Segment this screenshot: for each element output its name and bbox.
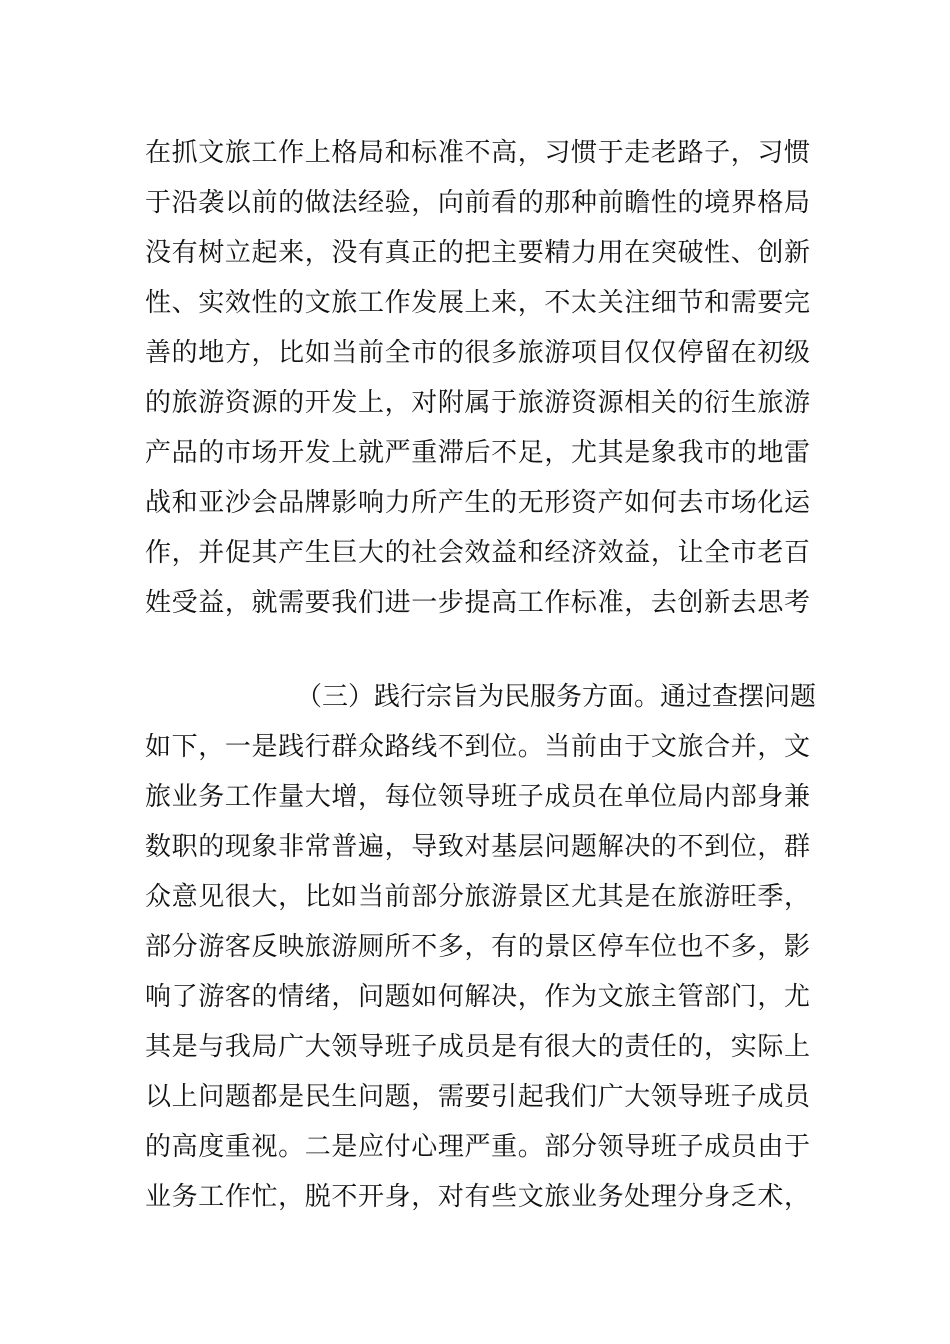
text-line: 善的地方，比如当前全市的很多旅游项目仅仅停留在初级 — [145, 338, 810, 368]
text-line: 数职的现象非常普遍，导致对基层问题解决的不到位，群 — [145, 832, 810, 862]
text-line: 响了游客的情绪，问题如何解决，作为文旅主管部门，尤 — [145, 982, 810, 1012]
text-line: 其是与我局广大领导班子成员是有很大的责任的，实际上 — [145, 1032, 810, 1062]
text-line: 旅业务工作量大增，每位领导班子成员在单位局内部身兼 — [145, 782, 810, 812]
text-line: 如下，一是践行群众路线不到位。当前由于文旅合并，文 — [145, 732, 810, 762]
text-line: 没有树立起来，没有真正的把主要精力用在突破性、创新 — [145, 238, 810, 268]
text-line: 战和亚沙会品牌影响力所产生的无形资产如何去市场化运 — [145, 488, 810, 518]
text-line: 于沿袭以前的做法经验，向前看的那种前瞻性的境界格局 — [145, 188, 810, 218]
text-line: 性、实效性的文旅工作发展上来，不太关注细节和需要完 — [145, 288, 810, 318]
text-line: 业务工作忙，脱不开身，对有些文旅业务处理分身乏术， — [145, 1182, 810, 1212]
text-line: 作，并促其产生巨大的社会效益和经济效益，让全市老百 — [145, 538, 810, 568]
text-line: 部分游客反映旅游厕所不多，有的景区停车位也不多，影 — [145, 932, 810, 962]
text-line: 众意见很大，比如当前部分旅游景区尤其是在旅游旺季， — [145, 882, 810, 912]
text-line: 产品的市场开发上就严重滞后不足，尤其是象我市的地雷 — [145, 438, 810, 468]
text-line: 的旅游资源的开发上，对附属于旅游资源相关的衍生旅游 — [145, 388, 810, 418]
text-line: 姓受益，就需要我们进一步提高工作标准，去创新去思考 — [145, 588, 810, 618]
text-line: 在抓文旅工作上格局和标准不高，习惯于走老路子，习惯 — [145, 138, 810, 168]
text-line: 以上问题都是民生问题，需要引起我们广大领导班子成员 — [145, 1082, 810, 1112]
text-line: 的高度重视。二是应付心理严重。部分领导班子成员由于 — [145, 1132, 810, 1162]
section-heading-line: （三）践行宗旨为民服务方面。通过查摆问题 — [296, 682, 817, 712]
